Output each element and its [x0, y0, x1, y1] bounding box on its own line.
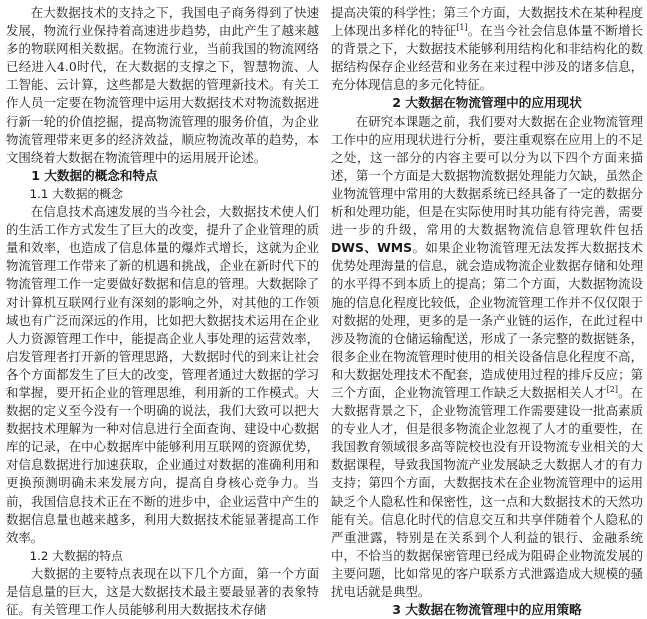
status-text-b: 。如果企业物流管理无法发挥大数据技术优势处理海量的信息，就会造成物流企业数据存储和处理的水平得不到本质上的提高；第二个方面，大数据物流设施的信息化程度比较低，企业物流管理工作并不仅仅限于对数据的处理，更多的是一条产业链的运作，在此过程中涉及物流的仓储运输配送，形成了一条完整的数据链条，很多企业在物流管理时使用的相关设备信息化程度不高，和大数据处理技术不配套，造成使用过程的排斥反应；第三个方面，企业物流管理工作缺乏大数据相关人才: [331, 240, 643, 400]
citation-2: [2]: [606, 384, 618, 394]
section-2-heading: 2 大数据在物流管理中的应用现状: [392, 95, 582, 111]
right-column: [331, 4, 643, 619]
concept-paragraph: 在信息技术高速发展的当今社会，大数据技术使人们的生活工作方式发生了巨大的改变，提升了企业管理的质量和效率，也造成了信息体量的爆炸式增长，这就为企业物流管理工作带来了新的机遇和挑战，企业在新时代下的物流管理工作一定要做好数据和信息的管理。大数据除了对计算机互联网行业有深刻的影响之外，对其他的工作领域也有广泛而深远的作用，比如把大数据技术运用在企业人力资源管理工作中，能提高企业人事处理的运营效率，启发管理者打开新的管理思路，大数据时代的到来让社会各个方面都发生了巨大的改变，管理者通过大数据的学习和掌握，要开拓企业的管理思维，利用新的工作模式。大数据的定义至今没有一个明确的说法，我们大致可以把大数据技术理解为一种对信息进行全面查询、建设中心数据库的记录，在中心数据库中能够利用互联网的资源优势，对信息数据进行加速获取，企业通过对数据的准确利用和更换预测明确未来发展方向，提高自身核心竞争力。当前，我国信息技术正在不断的进步中，企业运营中产生的数据信息量也越来越多，利用大数据技术能显著提高工作效率。: [6, 204, 319, 545]
section-1-2-heading: 1.2 大数据的特点: [29, 548, 123, 563]
left-column: [6, 4, 319, 619]
features-continued-paragraph: [331, 4, 643, 94]
features-paragraph: 大数据的主要特点表现在以下几个方面，第一个方面是信息量的巨大，这是大数据技术最主要最显著的表象特征。有关管理工作人员能够利用大数据技术存储: [6, 565, 319, 618]
status-paragraph: [331, 113, 643, 602]
section-1-heading: 1 大数据的概念和特点: [31, 167, 158, 183]
status-text-c: 。在大数据背景之下，企业物流管理工作需要建设一批高素质的专业人才，但是很多物流企业忽视了人才的重要性，在我国教育领域很多高等院校也没有开设物流专业相关的大数据课程，导致我国物流产业发展缺乏大数据人才的有力支持；第四个方面，大数据技术在企业物流管理中的运用缺乏个人隐私性和保密性，这一点和大数据技术的天然功能有关。信息化时代的信息交互和共享伴随着个人隐私的严重泄露，特别是在关系到个人利益的银行、金融系统中，不恰当的数据保密管理已经成为阻碍企业物流发展的主要问题，比如常见的客户联系方式泄露造成大规模的骚扰电话就是典型。: [331, 384, 644, 599]
features-text-a: 提高决策的科学性；第三个方面，大数据技术在某种程度上体现出多样化的特征: [331, 5, 643, 39]
section-1-1-heading: 1.1 大数据的概念: [29, 186, 123, 201]
features-text-b: 。在当今社会信息体量不断增长的背景之下，大数据技术能够利用结构化和非结构化的数据结构保存企业经营和业务在来过程中涉及的诸多信息，充分体现信息的多元化特征。: [331, 23, 644, 93]
intro-paragraph: 在大数据技术的支持之下，我国电子商务得到了快速发展，物流行业保持着高速进步趋势，由此产生了越来越多的物联网相关数据。在物流行业，当前我国的物流网络已经进入4.0时代，在大数据的支撑之下，智慧物流、人工智能、云计算，这些都是大数据的管理新技术。有关工作人员一定要在物流管理中运用大数据技术对物流数据进行新一轮的价值挖掘，提高物流管理的服务价值，为企业物流管理带来更多的经济效益，顺应物流改革的趋势，本文围绕着大数据在物流管理中的运用展开论述。: [6, 5, 319, 165]
status-software-names: DWS、WMS: [331, 240, 413, 256]
section-3-heading: 3 大数据在物流管理中的应用策略: [392, 602, 582, 618]
citation-1: [1]: [456, 22, 468, 32]
status-text-a: 在研究本课题之前，我们要对大数据在企业物流管理工作中的应用现状进行分析，要注重观察在应用上的不足之处，这一部分的内容主要可以分为以下四个方面来描述，第一个方面是大数据物流数据处理能力欠缺，虽然企业物流管理中常用的大数据系统已经具备了一定的数据分析和处理功能，但是在实际使用时其功能有待完善，需要进一步的升级，常用的大数据物流信息管理软件包括: [331, 113, 643, 238]
